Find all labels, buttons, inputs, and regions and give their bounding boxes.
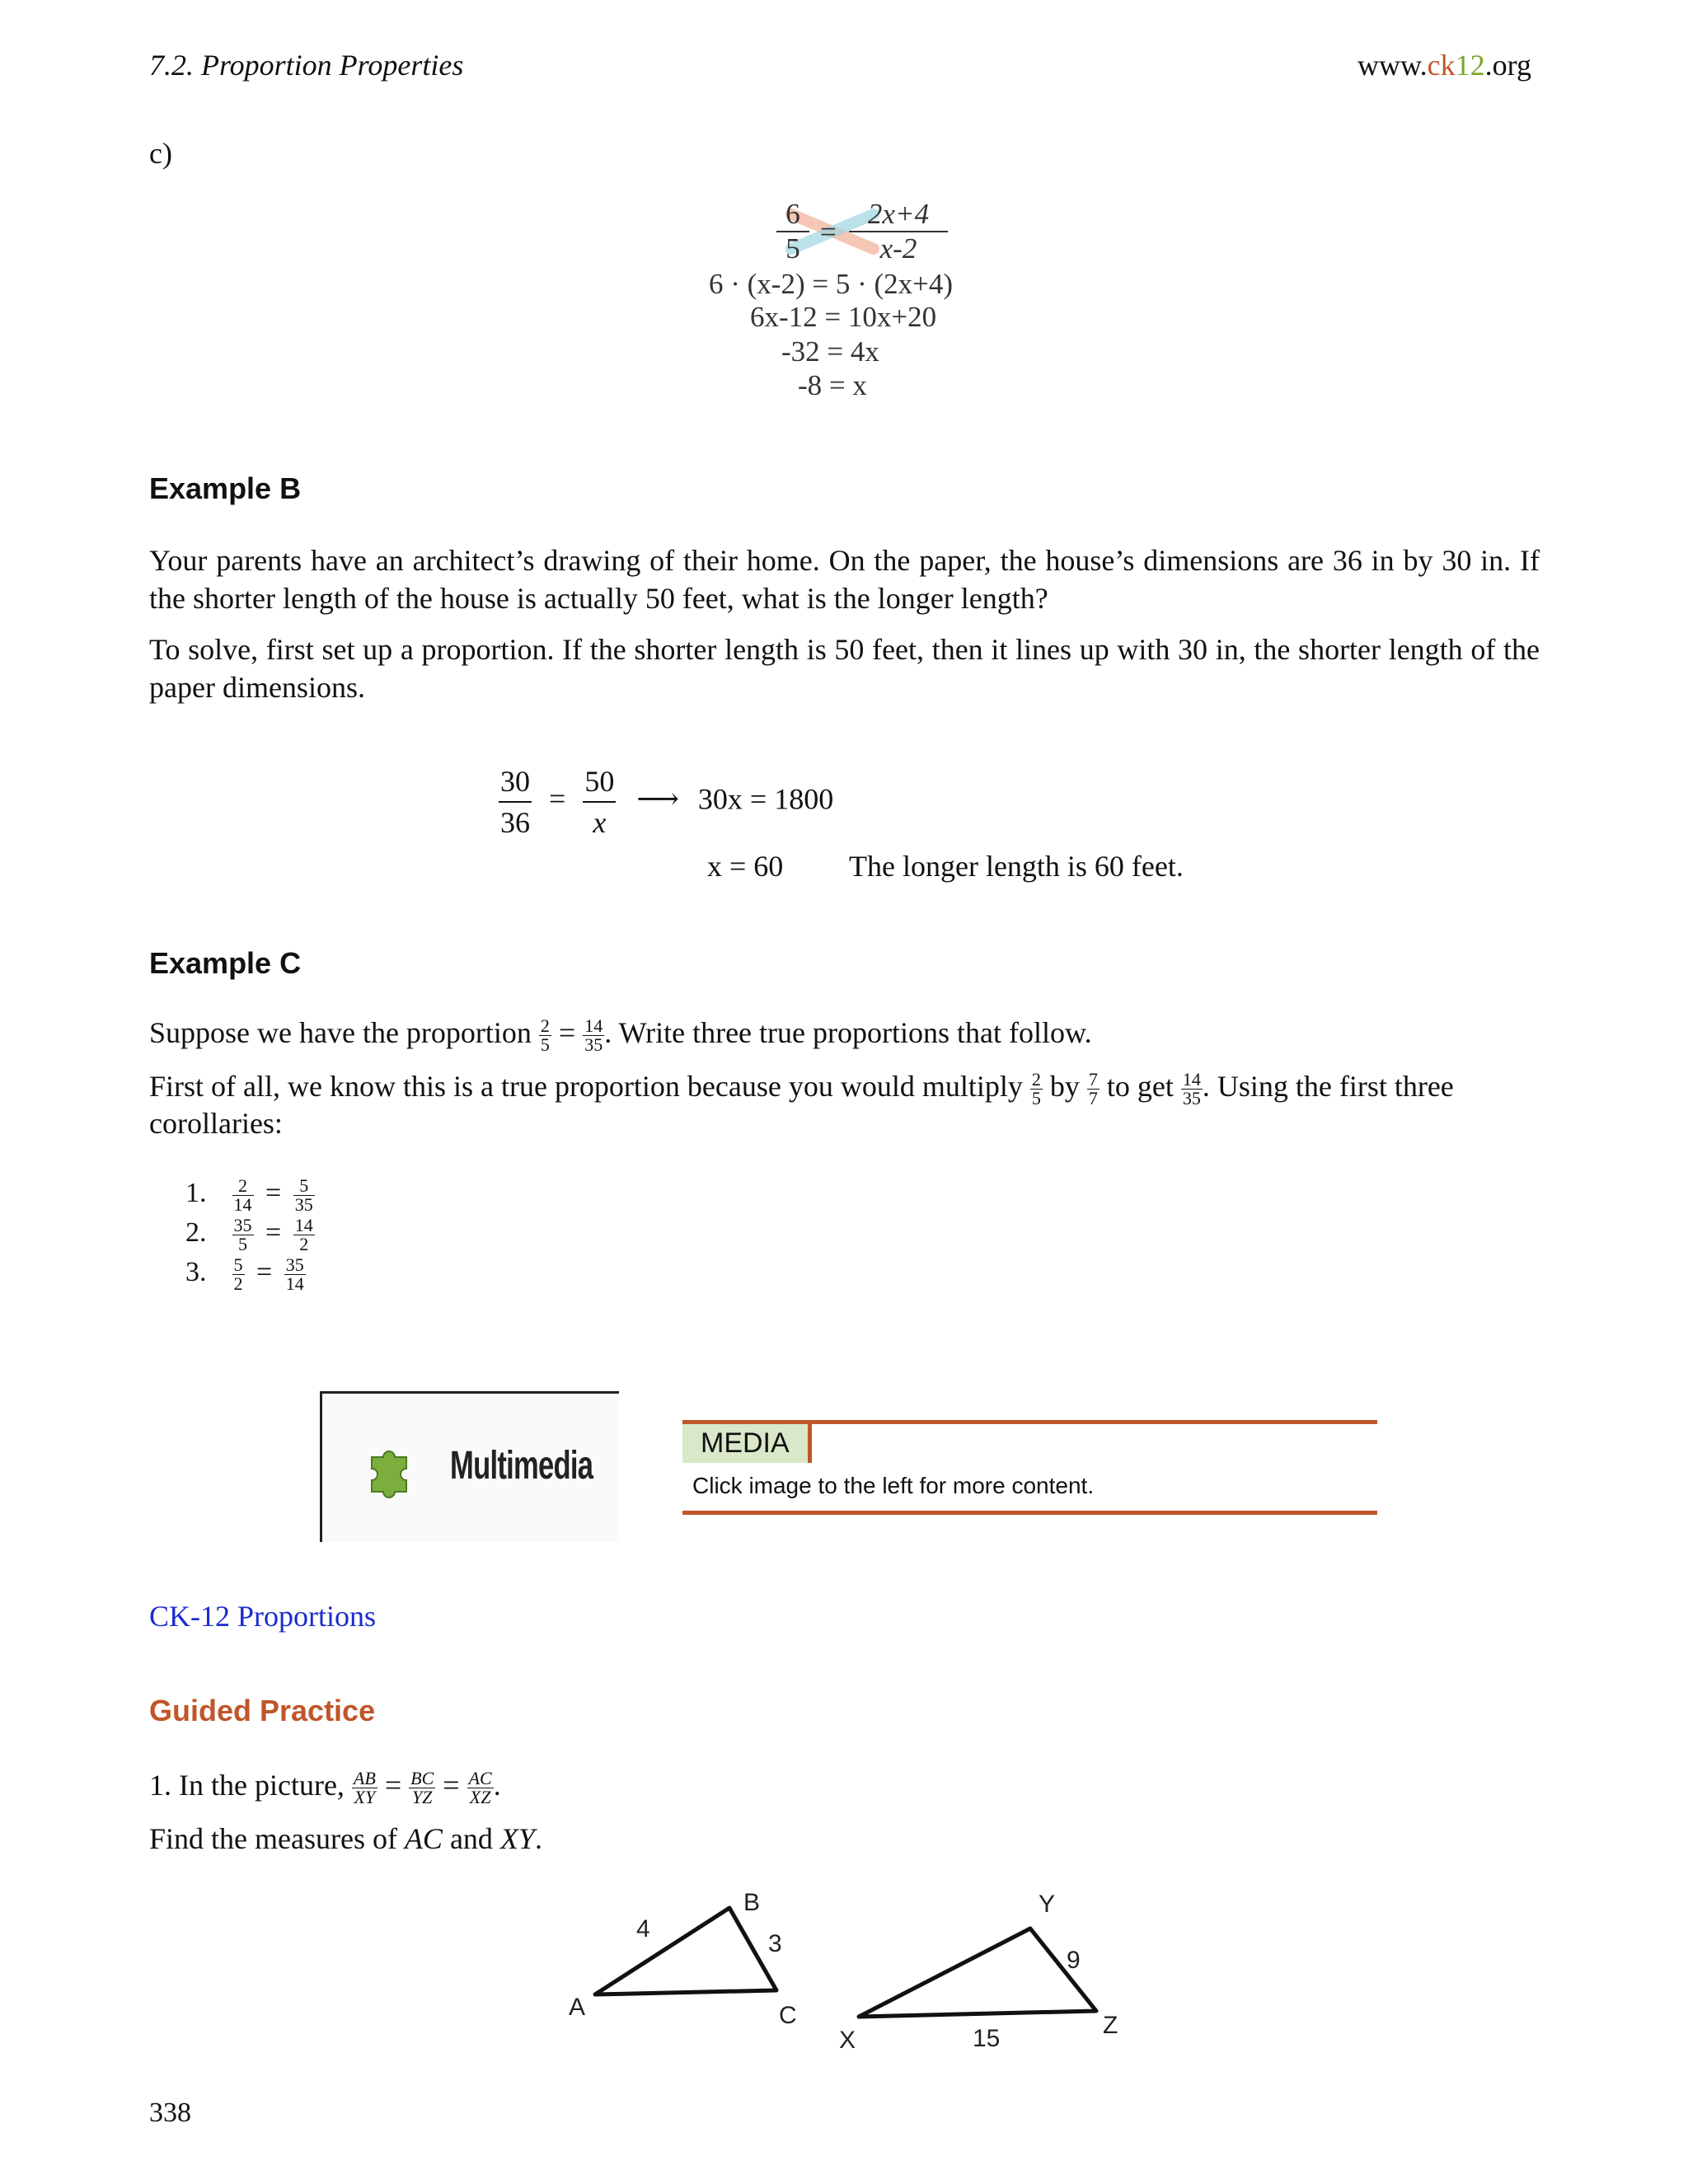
side-bc-label: 3 bbox=[768, 1930, 782, 1957]
example-c-paragraph-2-cont: corollaries: bbox=[149, 1107, 283, 1140]
guided-question-1: 1. In the picture, $\frac{AB}{XY}$ = $\frac{BC}{YZ}$ = $\frac{AC}{XZ}$ . bbox=[149, 1768, 501, 1808]
guided-practice-heading: Guided Practice bbox=[149, 1694, 376, 1727]
fraction-2x4-numerator: 2x+4 bbox=[867, 198, 930, 230]
page-number: 338 bbox=[149, 2097, 191, 2128]
media-tag: MEDIA bbox=[682, 1424, 812, 1463]
fraction-6-5-denominator: 5 bbox=[776, 231, 809, 265]
guided-question-1-find: Find the measures of AC and XY. bbox=[149, 1822, 542, 1855]
fraction-30-36: $\frac{30}{36}$ bbox=[500, 765, 530, 839]
running-header-site[interactable] bbox=[1357, 48, 1531, 82]
site-ck: ck bbox=[1427, 49, 1456, 82]
vertex-b-label: B bbox=[743, 1889, 761, 1916]
part-c-label: c) bbox=[149, 137, 172, 170]
equation-result-2: x = 60 bbox=[707, 850, 784, 883]
vertex-z-label: Z bbox=[1103, 2012, 1118, 2039]
fraction-2-5: $\frac{2}{5}$ bbox=[540, 1015, 550, 1056]
ck12-proportions-link[interactable]: CK-12 Proportions bbox=[149, 1600, 377, 1633]
site-prefix: www. bbox=[1357, 49, 1428, 82]
example-c-paragraph-2: First of all, we know this is a true proportion because you would multiply $\frac{2}{5}$ by $\frac{7}{7}$ to get $\frac{14}{35}$ . Using the first three bbox=[149, 1069, 1454, 1109]
fraction-7-7: $\frac{7}{7}$ bbox=[1088, 1069, 1098, 1109]
side-yz-label: 9 bbox=[1067, 1947, 1081, 1974]
media-caption: Click image to the left for more content. bbox=[692, 1473, 1095, 1498]
equation-result-1: 30x = 1800 bbox=[697, 782, 834, 816]
similar-triangles-diagram bbox=[560, 1887, 1137, 2077]
list-item: 1. $\frac{2}{14}$ = $\frac{5}{35}$ bbox=[185, 1175, 313, 1215]
example-b-equation: $\frac{30}{36}$ = $\frac{50}{x}$ ⟶ 30x = 1800 bbox=[500, 765, 834, 839]
vertex-c-label: C bbox=[779, 2002, 797, 2029]
example-b-heading: Example B bbox=[149, 471, 302, 505]
example-b-paragraph-1: Your parents have an architect’s drawing of their home. On the paper, the house’s dimensions are 36 in by 30 in. If the shorter length of the house is actually 50 feet, what is the longer length? bbox=[149, 544, 1540, 615]
example-b-paragraph-2: To solve, first set up a proportion. If the shorter length is 50 feet, then it lines up with 30 in, the shorter length of the paper dimensions. bbox=[149, 633, 1540, 704]
triangle-abc bbox=[595, 1908, 776, 1994]
part-c-work-image: $\frac{6}{5}$ = $\frac{2x+4}{x-2}$ 6 · (x-2) = 5 · (2x+4) 6x-12 = 10x+20 -32 = 4x -8 = x bbox=[709, 198, 973, 412]
list-item: 3. $\frac{5}{2}$ = $\frac{35}{14}$ bbox=[185, 1254, 304, 1294]
multimedia-label: Multimedia bbox=[450, 1444, 593, 1488]
fraction-50-x: $\frac{50}{x}$ bbox=[584, 765, 615, 839]
site-12: 12 bbox=[1455, 49, 1485, 82]
vertex-y-label: Y bbox=[1039, 1891, 1056, 1918]
fraction-14-35: $\frac{14}{35}$ bbox=[584, 1015, 603, 1056]
example-b-answer: The longer length is 60 feet. bbox=[849, 850, 1184, 883]
fraction-2-5-b: $\frac{2}{5}$ bbox=[1031, 1069, 1041, 1109]
media-caption-box bbox=[682, 1420, 1377, 1515]
work-line-4: -8 = x bbox=[798, 369, 867, 401]
work-line-2: 6x-12 = 10x+20 bbox=[750, 301, 937, 333]
fraction-6-5-numerator: 6 bbox=[785, 198, 800, 230]
corollary-list bbox=[185, 1177, 315, 1296]
list-item: 2. $\frac{35}{5}$ = $\frac{14}{2}$ bbox=[185, 1215, 313, 1254]
multimedia-thumbnail[interactable] bbox=[320, 1391, 619, 1542]
side-xz-label: 15 bbox=[973, 2025, 1001, 2052]
side-ab-label: 4 bbox=[636, 1915, 650, 1943]
work-line-1: 6 · (x-2) = 5 · (2x+4) bbox=[709, 268, 954, 300]
site-suffix: .org bbox=[1484, 49, 1531, 82]
example-c-paragraph-1: Suppose we have the proportion $\frac{2}{5}$ = $\frac{14}{35}$ . Write three true proportions that follow. bbox=[149, 1015, 1092, 1056]
fraction-14-35-b: $\frac{14}{35}$ bbox=[1182, 1069, 1201, 1109]
puzzle-icon bbox=[360, 1439, 424, 1503]
vertex-x-label: X bbox=[839, 2027, 856, 2054]
vertex-a-label: A bbox=[569, 1994, 586, 2021]
triangle-xyz bbox=[859, 1929, 1096, 2017]
work-line-3: -32 = 4x bbox=[781, 335, 879, 368]
running-header-section: 7.2. Proportion Properties bbox=[149, 49, 464, 82]
example-c-heading: Example C bbox=[149, 946, 302, 980]
fraction-2x4-denominator: x-2 bbox=[849, 231, 948, 265]
